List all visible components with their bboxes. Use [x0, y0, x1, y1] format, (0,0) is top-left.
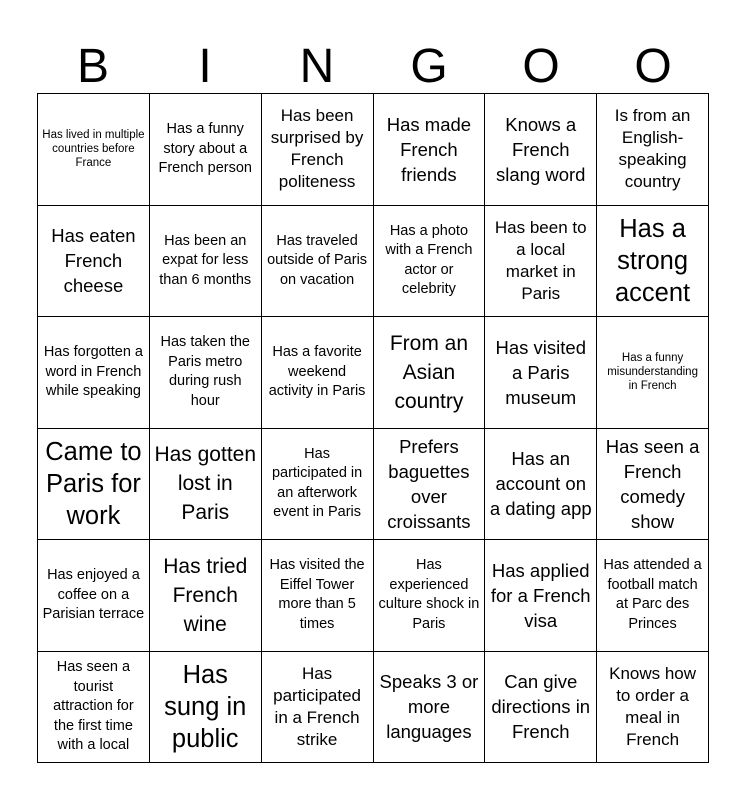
bingo-cell[interactable]	[38, 317, 150, 429]
bingo-cell[interactable]	[262, 652, 374, 764]
bingo-cell[interactable]	[374, 206, 486, 318]
cell-text: Prefers baguettes over croissants	[387, 435, 471, 532]
bingo-grid	[37, 93, 709, 763]
cell-text: Knows a French slang word	[496, 113, 586, 185]
bingo-cell[interactable]	[485, 540, 597, 652]
cell-text: Has seen a tourist attraction for the first time with a local	[53, 659, 134, 753]
bingo-cell[interactable]	[597, 94, 709, 206]
cell-text: Has applied for a French visa	[490, 559, 591, 631]
header-letter: O	[522, 40, 560, 93]
header-letter: O	[634, 40, 672, 93]
bingo-cell[interactable]	[374, 317, 486, 429]
cell-text: Has forgotten a word in French while speaking	[43, 344, 143, 399]
bingo-cell[interactable]	[485, 429, 597, 541]
cell-text: Has made French friends	[386, 113, 472, 185]
cell-text: Has been surprised by French politeness	[270, 106, 364, 192]
cell-text: Has an account on a dating app	[489, 448, 592, 520]
cell-text: Has traveled outside of Paris on vacation	[267, 232, 368, 288]
bingo-cell[interactable]	[374, 540, 486, 652]
cell-text: Has a funny misunderstanding in French	[607, 352, 698, 393]
bingo-cell[interactable]	[485, 206, 597, 318]
cell-text: Came to Paris for work	[45, 437, 142, 530]
cell-text: Has seen a French comedy show	[605, 435, 700, 532]
cell-text: Has a funny story about a French person	[158, 121, 252, 176]
cell-text: Has sung in public	[164, 660, 247, 753]
header-letter: N	[299, 40, 335, 93]
bingo-cell[interactable]	[150, 540, 262, 652]
bingo-cell[interactable]	[38, 206, 150, 318]
bingo-cell[interactable]	[150, 317, 262, 429]
bingo-cell[interactable]	[485, 317, 597, 429]
cell-text: Has been to a local market in Paris	[494, 217, 587, 303]
bingo-header	[37, 40, 709, 94]
cell-text: Has a photo with a French actor or celebrity	[385, 222, 473, 298]
bingo-cell[interactable]	[150, 429, 262, 541]
bingo-cell[interactable]	[150, 94, 262, 206]
cell-text: Has taken the Paris metro during rush hour	[160, 334, 250, 409]
cell-text: Knows how to order a meal in French	[609, 663, 697, 749]
bingo-cell[interactable]	[597, 652, 709, 764]
cell-text: Has tried French wine	[163, 554, 248, 636]
cell-text: Has gotten lost in Paris	[154, 443, 257, 525]
bingo-cell[interactable]	[262, 540, 374, 652]
cell-text: Has participated in an afterwork event in Paris	[271, 445, 363, 521]
cell-text: Has a favorite weekend activity in Paris	[268, 344, 366, 399]
cell-text: Has enjoyed a coffee on a Parisian terrace	[42, 567, 145, 622]
cell-text: Has lived in multiple countries before France	[42, 129, 145, 170]
bingo-cell[interactable]	[485, 652, 597, 764]
bingo-cell[interactable]	[38, 429, 150, 541]
bingo-cell[interactable]	[150, 652, 262, 764]
cell-text: Has eaten French cheese	[51, 225, 136, 297]
bingo-cell[interactable]	[38, 540, 150, 652]
bingo-cell[interactable]	[262, 206, 374, 318]
cell-text: Can give directions in French	[491, 671, 591, 743]
cell-text: From an Asian country	[389, 331, 468, 413]
bingo-cell[interactable]	[597, 429, 709, 541]
cell-text: Has been an expat for less than 6 months	[159, 232, 252, 288]
bingo-cell[interactable]	[374, 429, 486, 541]
bingo-cell[interactable]	[374, 94, 486, 206]
bingo-cell[interactable]	[597, 540, 709, 652]
bingo-cell[interactable]	[262, 317, 374, 429]
cell-text: Has a strong accent	[615, 214, 691, 307]
cell-text: Has visited the Eiffel Tower more than 5 times	[269, 557, 365, 632]
header-letter: G	[410, 40, 448, 93]
cell-text: Has visited a Paris museum	[495, 336, 586, 408]
cell-text: Speaks 3 or more languages	[379, 671, 479, 743]
cell-text: Has attended a football match at Parc des Princes	[603, 557, 702, 632]
header-letter: I	[198, 40, 212, 93]
cell-text: Is from an English-speaking country	[614, 106, 691, 192]
bingo-cell[interactable]	[262, 429, 374, 541]
cell-text: Has participated in a French strike	[273, 663, 362, 749]
bingo-cell[interactable]	[374, 652, 486, 764]
header-letter: B	[76, 40, 109, 93]
cell-text: Has experienced culture shock in Paris	[378, 557, 480, 632]
bingo-cell[interactable]	[262, 94, 374, 206]
bingo-cell[interactable]	[38, 652, 150, 764]
bingo-cell[interactable]	[597, 206, 709, 318]
bingo-cell[interactable]	[597, 317, 709, 429]
bingo-cell[interactable]	[150, 206, 262, 318]
bingo-cell[interactable]	[38, 94, 150, 206]
bingo-cell[interactable]	[485, 94, 597, 206]
